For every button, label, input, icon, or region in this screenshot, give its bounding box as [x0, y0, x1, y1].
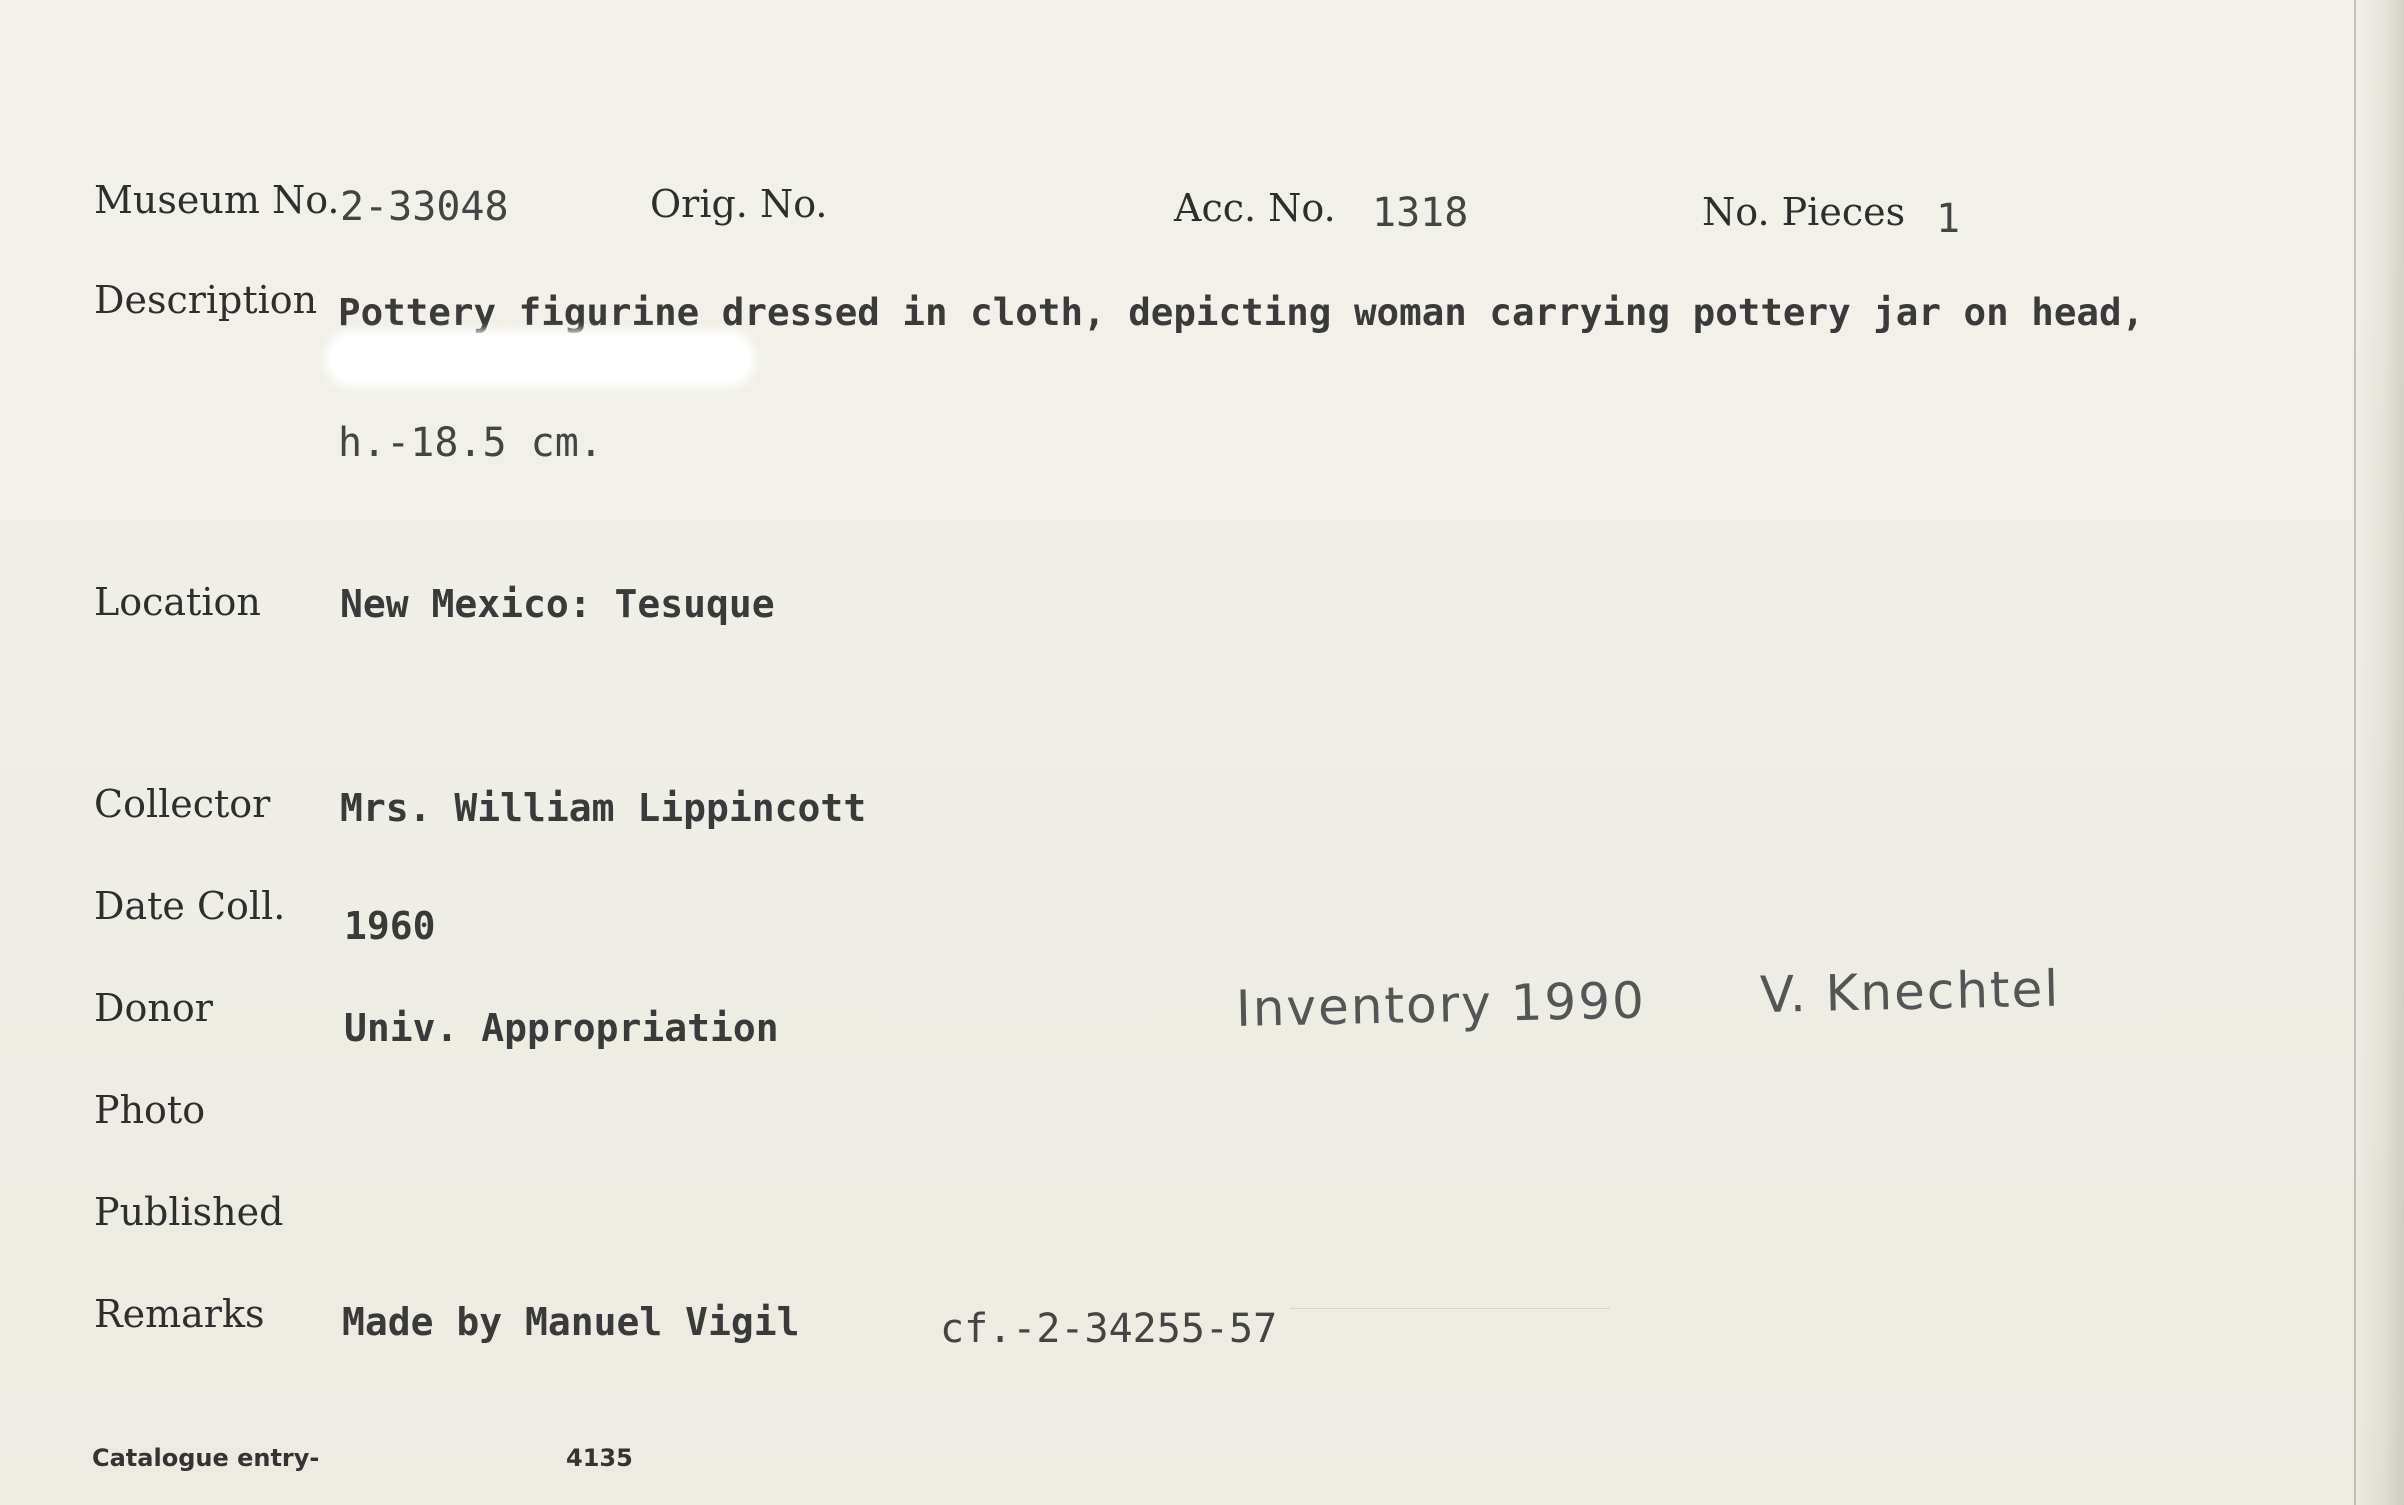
orig-no-label: Orig. No.: [650, 182, 828, 226]
collector-label: Collector: [94, 782, 271, 826]
no-pieces-value: 1: [1936, 196, 1961, 242]
photo-label: Photo: [94, 1088, 206, 1132]
redaction-mark: [330, 336, 750, 382]
catalogue-entry-label: Catalogue entry-: [92, 1444, 320, 1472]
card-edge: [2354, 0, 2356, 1505]
published-label: Published: [94, 1190, 284, 1234]
description-label: Description: [94, 278, 318, 322]
inventory-stamp-name: V. Knechtel: [1759, 959, 2061, 1024]
location-value: New Mexico: Tesuque: [340, 582, 775, 626]
collector-value: Mrs. William Lippincott: [340, 786, 867, 830]
inventory-stamp: Inventory 1990: [1235, 971, 1647, 1038]
faint-rule: [1290, 1308, 1610, 1309]
description-line-2: h.-18.5 cm.: [338, 420, 603, 466]
donor-label: Donor: [94, 986, 213, 1030]
description-line-1: Pottery figurine dressed in cloth, depicting woman carrying pottery jar on head,: [338, 290, 2145, 334]
date-coll-value: 1960: [344, 904, 436, 948]
acc-no-label: Acc. No.: [1174, 186, 1336, 230]
catalogue-entry-number: 4135: [566, 1444, 633, 1472]
location-label: Location: [94, 580, 261, 624]
donor-value: Univ. Appropriation: [344, 1006, 779, 1050]
acc-no-value: 1318: [1372, 190, 1469, 236]
remarks-value: Made by Manuel Vigil: [342, 1300, 800, 1344]
museum-no-value: 2-33048: [340, 184, 509, 230]
remarks-label: Remarks: [94, 1292, 265, 1336]
card-edge-shadow: [2354, 0, 2404, 1505]
remarks-reference: cf.-2-34255-57: [940, 1306, 1278, 1352]
no-pieces-label: No. Pieces: [1702, 190, 1906, 234]
date-coll-label: Date Coll.: [94, 884, 286, 928]
museum-no-label: Museum No.: [94, 178, 340, 222]
